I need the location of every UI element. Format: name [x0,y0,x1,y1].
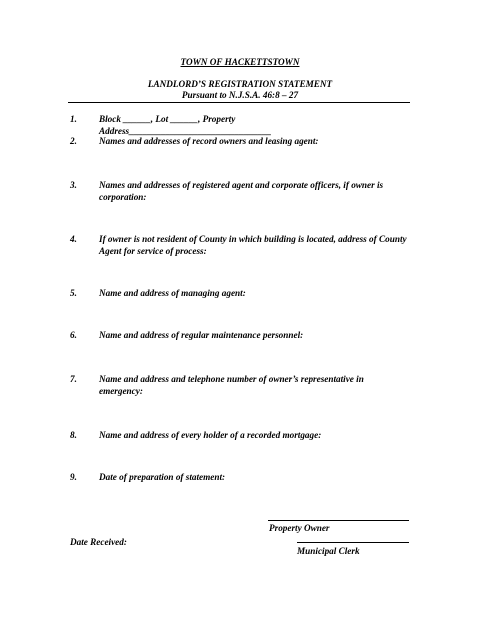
item-5-number: 5. [70,288,77,298]
item-7-number: 7. [70,374,77,384]
item-4-number: 4. [70,234,77,244]
property-owner-label: Property Owner [269,523,330,533]
form-title: LANDLORD’S REGISTRATION STATEMENT [147,79,333,89]
item-3-text: Names and addresses of registered agent and corporate officers, if owner is corporation: [99,180,384,202]
item-4-text: If owner is not resident of County in which building is located, address of County Agent for service of process: [99,234,407,256]
item-2-number: 2. [70,136,77,146]
date-received-label: Date Received: [70,537,127,547]
municipal-clerk-signature-line [297,542,409,543]
item-5-text: Name and address of managing agent: [99,288,246,298]
form-subtitle: Pursuant to N.J.S.A. 46:8 – 27 [181,90,299,100]
item-9-text: Date of preparation of statement: [99,472,226,482]
property-owner-signature-line [268,520,409,521]
item-1-text: Block ______, Lot ______, Property Address_______________________________ [99,114,272,136]
header-rule [68,102,410,103]
item-7-text: Name and address and telephone number of owner’s representative in emergency: [99,374,364,396]
item-3-number: 3. [70,180,77,190]
town-name: TOWN OF HACKETTSTOWN [180,57,300,67]
item-8-number: 8. [70,430,77,440]
item-6-number: 6. [70,330,77,340]
item-6-text: Name and address of regular maintenance personnel: [99,330,304,340]
item-9-number: 9. [70,472,77,482]
item-2-text: Names and addresses of record owners and leasing agent: [99,136,319,146]
item-8-text: Name and address of every holder of a recorded mortgage: [99,430,322,440]
item-1-number: 1. [70,114,77,124]
municipal-clerk-label: Municipal Clerk [297,546,360,556]
